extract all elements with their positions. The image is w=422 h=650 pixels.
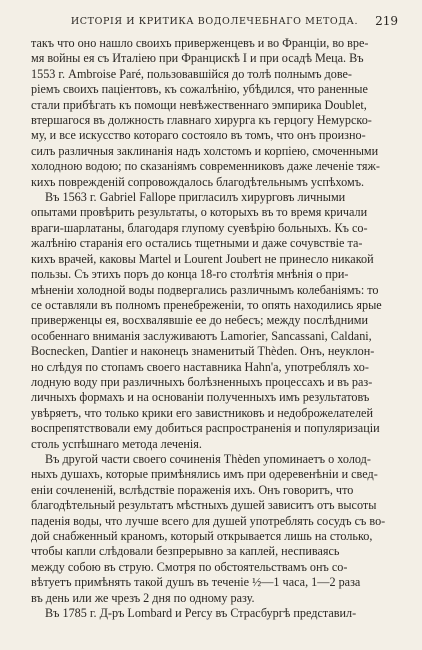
paragraph xyxy=(31,452,398,606)
text-line: паденія воды, что лучше всего для душей употреблять сосудъ съ во- xyxy=(31,513,386,528)
text-line: еніи сочлененій, вслѣдствіе пораженія ихъ. Онъ говоритъ, что xyxy=(31,482,354,497)
text-line: опытами провѣрить результаты, о которыхъ въ то время кричали xyxy=(31,205,368,220)
text-line: холодною водою; по сказаніямъ современниковъ даже леченіе тяж- xyxy=(31,159,380,174)
text-line: втершагося въ должность главнаго хирурга къ герцогу Немурско- xyxy=(31,113,372,128)
text-line: мѣненіи холодной воды подвергались различнымъ колебаніямъ: то xyxy=(31,282,379,297)
text-line: между собою въ струю. Смотря по обстоятельствамъ онъ со- xyxy=(31,559,348,574)
running-header xyxy=(31,14,398,36)
text-line: въ день или же чрезъ 2 дня по одному разу. xyxy=(31,590,255,605)
text-line: пользы. Съ этихъ поръ до конца 18-го столѣтія мнѣнія о при- xyxy=(31,267,349,282)
text-line: такъ что оно нашло своихъ приверженцевъ и во Франціи, во вре- xyxy=(31,36,369,50)
paragraph xyxy=(31,36,398,190)
text-line: жалѣнію старанія его остались тщетными и даже сочувствіе та- xyxy=(31,236,363,251)
text-line: чтобы капли слѣдовали безпрерывно за каплей, неспиваясь xyxy=(31,544,340,559)
text-line: се оставляли въ полномъ пренебреженіи, то опять находились ярые xyxy=(31,297,382,312)
text-line: лодную воду при различныхъ болѣзненныхъ процессахъ и въ раз- xyxy=(31,374,373,389)
text-line: силъ различныя заклинанія надъ холстомъ и корпіею, смоченными xyxy=(31,143,379,158)
text-line: личныхъ формахъ и на основаніи полученныхъ имъ результатовъ xyxy=(31,390,370,405)
text-line: стали прибѣгать къ помощи невѣжественнаго эмпирика Doublet, xyxy=(31,97,367,112)
page-number: 219 xyxy=(375,14,398,28)
text-line: кихъ врачей, каковы Martel и Lourent Joubert не принесло никакой xyxy=(31,251,374,266)
paragraph xyxy=(31,190,398,452)
body-text xyxy=(31,36,398,621)
text-line: Въ 1785 г. Д-ръ Lombard и Percy въ Страсбургѣ представил- xyxy=(45,606,357,621)
paragraph xyxy=(31,606,398,621)
text-line: воспрепятствовали ему добиться распространенія и популяризаціи xyxy=(31,421,380,436)
text-line: му, и все искусство котораго состояло въ томъ, что онъ произно- xyxy=(31,128,366,143)
text-line: увѣряетъ, что только крики его завистниковъ и недоброжелателей xyxy=(31,405,373,420)
text-line: мя войны ея съ Италіею при Францискѣ I и при осадѣ Меца. Въ xyxy=(31,51,364,66)
text-line: особеннаго вниманія заслуживаютъ Lamorier, Sancassani, Caldani, xyxy=(31,328,372,343)
text-line: Bocnecken, Dantier и наконецъ знаменитый Thèden. Онъ, неуклон- xyxy=(31,344,375,359)
text-line: ныхъ душахъ, которые примѣнялись имъ при одеревенѣніи и свед- xyxy=(31,467,378,482)
text-line: Въ другой части своего сочиненія Thèden упоминаетъ о холод- xyxy=(45,451,371,466)
text-line: ріемъ своихъ паціентовъ, къ сожалѣнію, убѣдился, что раненные xyxy=(31,82,368,97)
text-line: враги-шарлатаны, благодаря глупому суевѣрію больныхъ. Къ со- xyxy=(31,220,368,235)
text-line: дой снабженный краномъ, который открывается лишь на столько, xyxy=(31,529,373,543)
text-line: но слѣдуя по стопамъ своего наставника Hahn'а, употреблялъ хо- xyxy=(31,359,369,374)
text-line: Въ 1563 г. Gabriel Fallope пригласилъ хирурговъ личными xyxy=(45,190,346,205)
text-line: 1553 г. Ambroise Paré, пользовавшійся до толѣ полнымъ дове- xyxy=(31,66,352,81)
running-title: ИСТОРІЯ И КРИТИКА ВОДОЛЕЧЕБНАГО МЕТОДА. xyxy=(70,16,359,27)
text-line: приверженцы ея, восхвалявшіе ее до небесъ; между послѣдними xyxy=(31,313,369,328)
text-line: кихъ поврежденій сопровождалось благодѣтельнымъ успѣхомъ. xyxy=(31,174,365,189)
text-line: благодѣтельный результатъ мѣстныхъ душей зависитъ отъ высоты xyxy=(31,498,377,513)
text-line: столь успѣшнаго метода леченія. xyxy=(31,436,202,451)
text-line: вѣтуетъ примѣнять такой душъ въ теченіе ½—1 часа, 1—2 раза xyxy=(31,575,361,590)
